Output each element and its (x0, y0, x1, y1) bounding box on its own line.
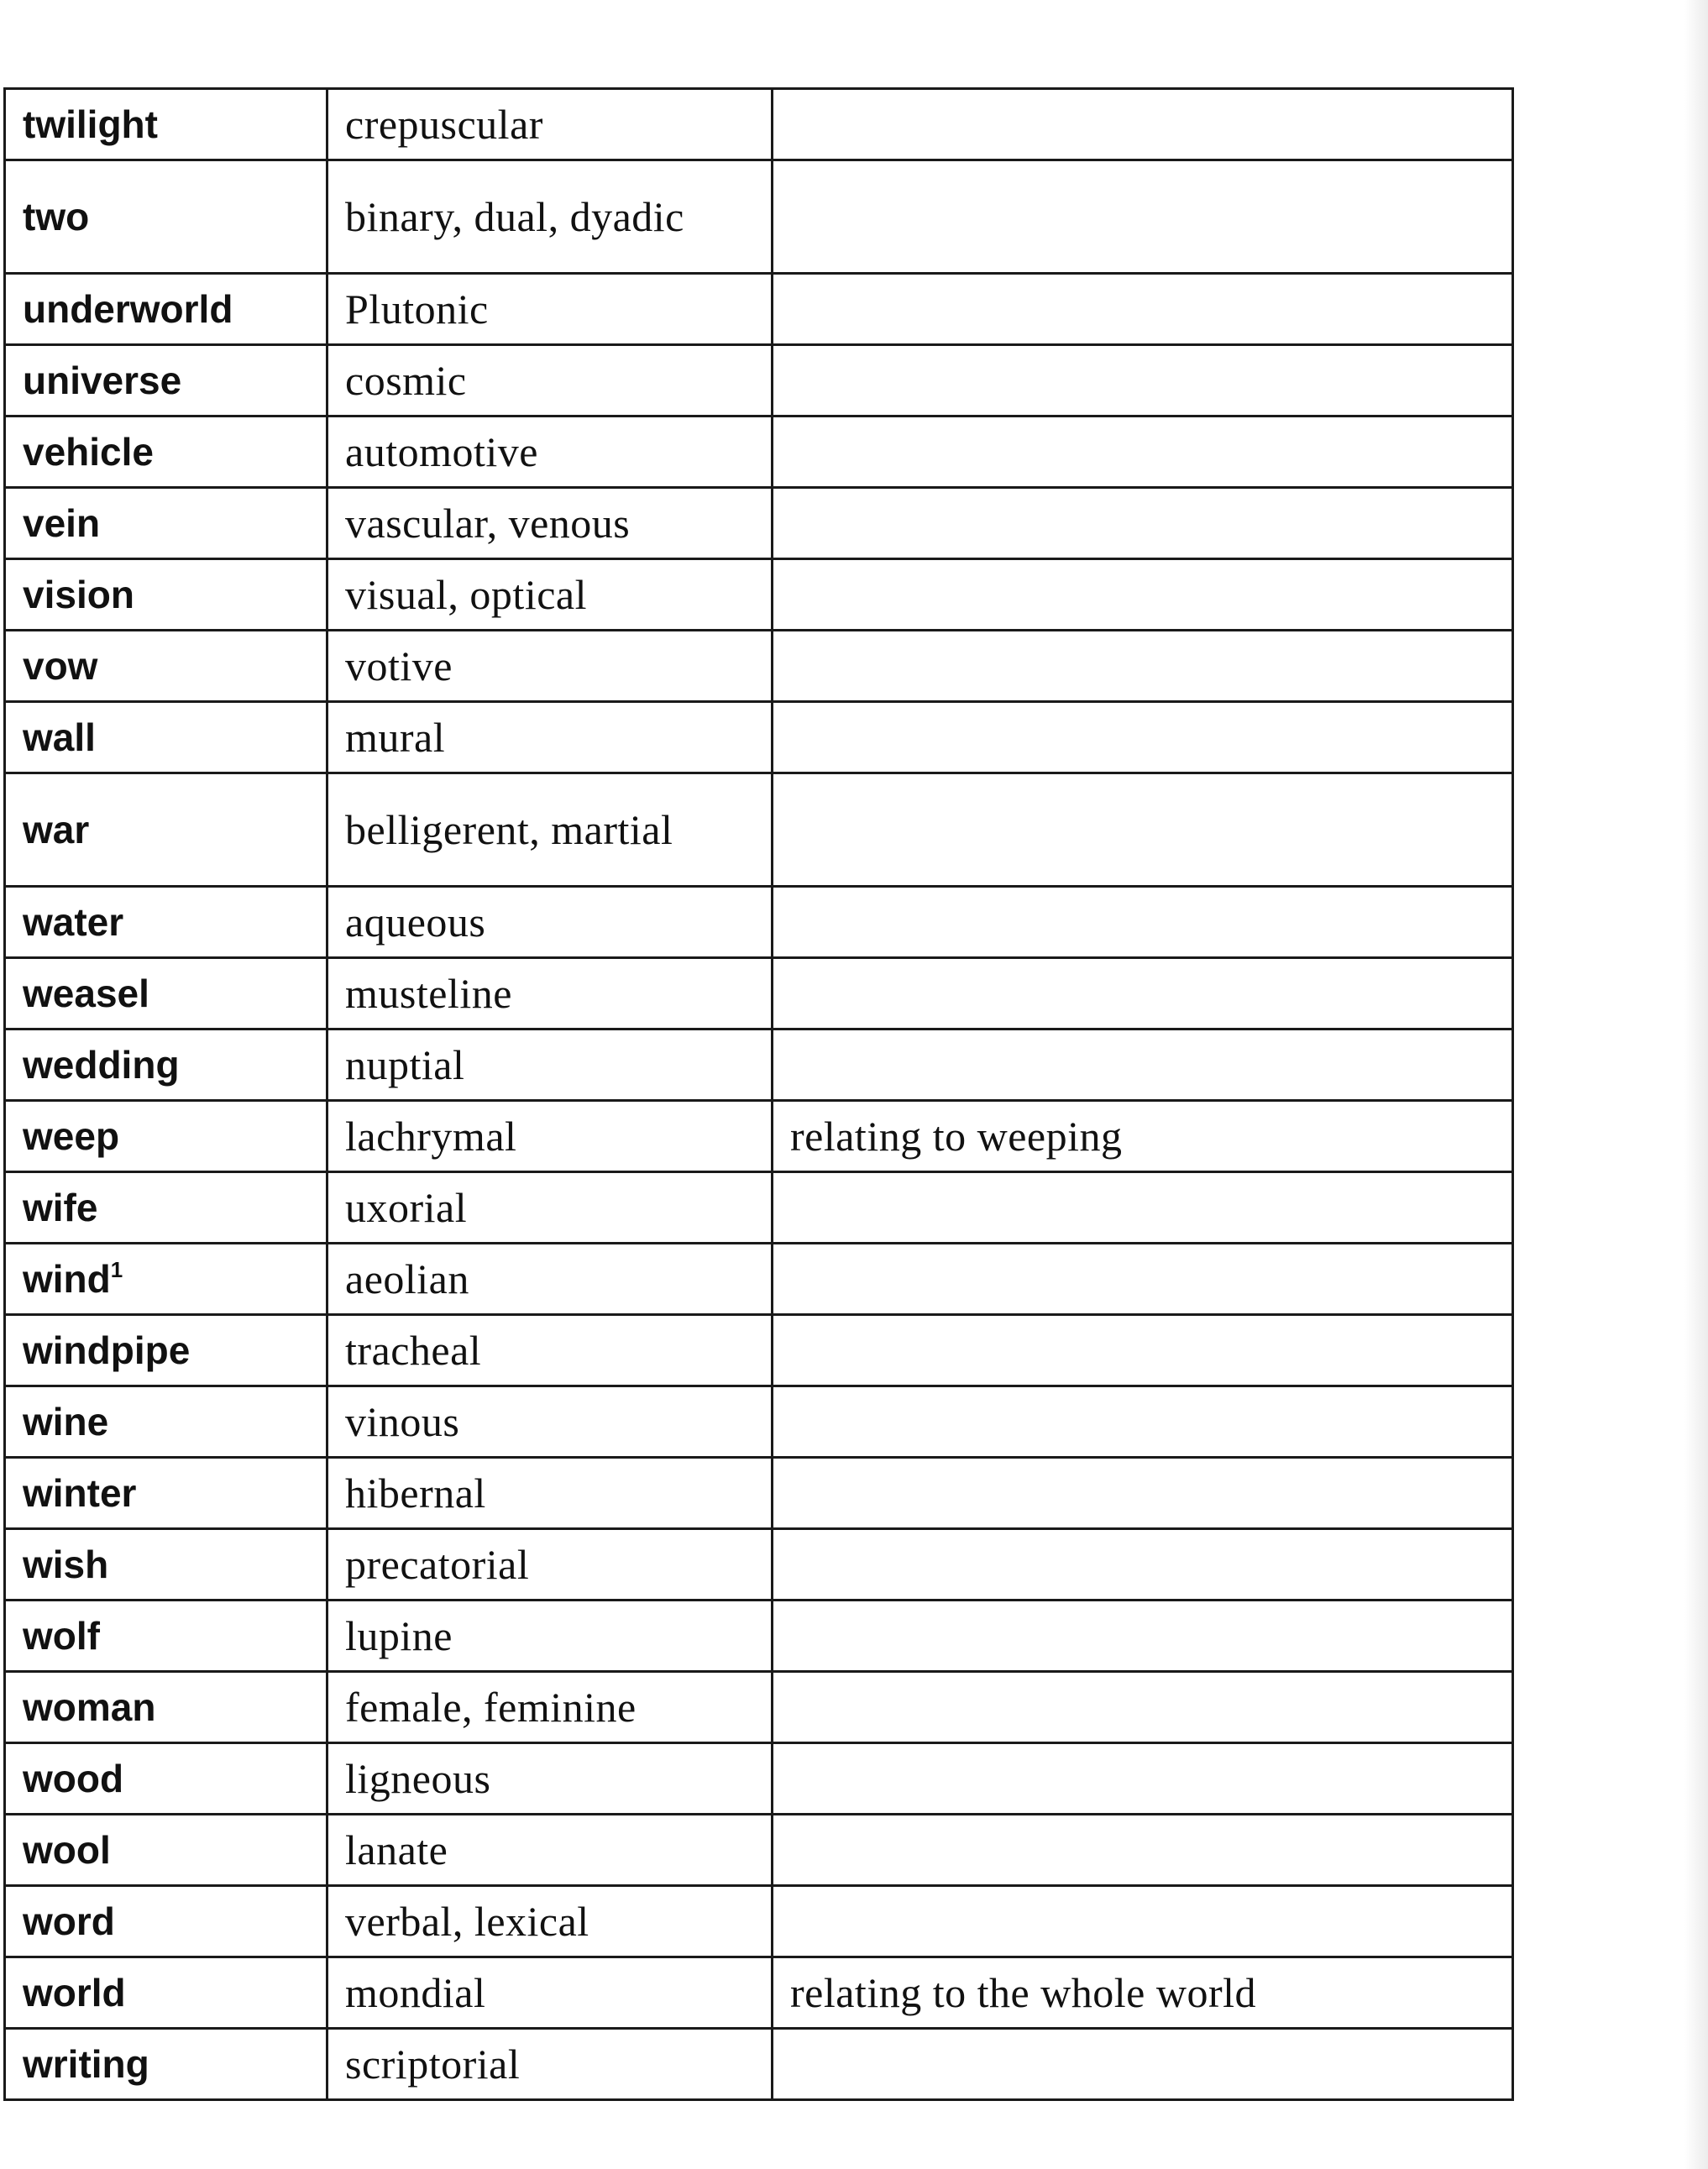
table-row (5, 1743, 1513, 1815)
word-text: underworld (23, 287, 233, 331)
table-row (5, 1386, 1513, 1458)
word-cell (5, 1886, 327, 1957)
word-text: vision (23, 573, 134, 616)
word-cell (5, 1815, 327, 1886)
word-cell (5, 345, 327, 417)
word-cell (5, 1101, 327, 1172)
word-text: wood (23, 1757, 124, 1800)
word-cell (5, 1957, 327, 2029)
adjective-table (3, 87, 1514, 2101)
note-cell (773, 2029, 1513, 2100)
table-row (5, 559, 1513, 631)
table-row (5, 160, 1513, 274)
word-text: windpipe (23, 1328, 191, 1372)
table-row (5, 488, 1513, 559)
note-cell (773, 702, 1513, 773)
adjective-cell: binary, dual, dyadic (327, 160, 773, 274)
note-cell (773, 274, 1513, 345)
adjective-cell: scriptorial (327, 2029, 773, 2100)
word-text: winter (23, 1471, 137, 1515)
adjective-cell: verbal, lexical (327, 1886, 773, 1957)
adjective-cell: cosmic (327, 345, 773, 417)
adjective-cell: lupine (327, 1601, 773, 1672)
word-text: twilight (23, 102, 158, 146)
adjective-cell: lanate (327, 1815, 773, 1886)
word-text: water (23, 900, 124, 944)
note-cell (773, 1815, 1513, 1886)
word-cell (5, 1244, 327, 1315)
word-cell (5, 958, 327, 1029)
adjective-cell: crepuscular (327, 89, 773, 160)
word-cell (5, 274, 327, 345)
table-row (5, 631, 1513, 702)
word-cell (5, 1315, 327, 1386)
word-text: war (23, 808, 90, 851)
word-cell (5, 1529, 327, 1601)
note-cell (773, 958, 1513, 1029)
adjective-cell: aeolian (327, 1244, 773, 1315)
note-cell (773, 345, 1513, 417)
table-row (5, 1315, 1513, 1386)
table-row (5, 773, 1513, 887)
adjective-cell: vascular, venous (327, 488, 773, 559)
table-row (5, 1672, 1513, 1743)
adjective-cell: visual, optical (327, 559, 773, 631)
note-cell (773, 1029, 1513, 1101)
word-cell (5, 1743, 327, 1815)
note-cell (773, 1315, 1513, 1386)
adjective-cell: lachrymal (327, 1101, 773, 1172)
adjective-cell: musteline (327, 958, 773, 1029)
adjective-cell: precatorial (327, 1529, 773, 1601)
adjective-cell: hibernal (327, 1458, 773, 1529)
adjective-cell: tracheal (327, 1315, 773, 1386)
note-cell (773, 1601, 1513, 1672)
word-cell (5, 559, 327, 631)
note-cell: relating to the whole world (773, 1957, 1513, 2029)
note-cell (773, 1886, 1513, 1957)
word-text: wine (23, 1400, 109, 1443)
adjective-table-body (5, 89, 1513, 2100)
table-row (5, 1957, 1513, 2029)
word-text: wife (23, 1186, 98, 1229)
word-cell (5, 488, 327, 559)
adjective-cell: uxorial (327, 1172, 773, 1244)
note-cell (773, 559, 1513, 631)
word-text: weasel (23, 972, 149, 1015)
table-row (5, 887, 1513, 958)
word-cell (5, 1672, 327, 1743)
table-row (5, 1886, 1513, 1957)
word-text: vow (23, 644, 98, 688)
adjective-cell: nuptial (327, 1029, 773, 1101)
adjective-cell: belligerent, martial (327, 773, 773, 887)
word-text: world (23, 1971, 126, 2014)
table-row (5, 1815, 1513, 1886)
table-row (5, 1029, 1513, 1101)
note-cell (773, 1458, 1513, 1529)
word-superscript: 1 (110, 1256, 123, 1282)
word-cell (5, 1601, 327, 1672)
note-cell: relating to weeping (773, 1101, 1513, 1172)
note-cell (773, 1672, 1513, 1743)
note-cell (773, 1172, 1513, 1244)
note-cell (773, 773, 1513, 887)
word-cell (5, 887, 327, 958)
table-row (5, 1172, 1513, 1244)
adjective-cell: vinous (327, 1386, 773, 1458)
word-cell (5, 417, 327, 488)
table-row (5, 1101, 1513, 1172)
note-cell (773, 89, 1513, 160)
table-row (5, 1529, 1513, 1601)
adjective-cell: Plutonic (327, 274, 773, 345)
word-cell (5, 1386, 327, 1458)
note-cell (773, 488, 1513, 559)
word-cell (5, 1029, 327, 1101)
table-row (5, 345, 1513, 417)
note-cell (773, 1529, 1513, 1601)
table-row (5, 89, 1513, 160)
table-row (5, 1244, 1513, 1315)
adjective-cell: aqueous (327, 887, 773, 958)
adjective-cell: female, feminine (327, 1672, 773, 1743)
table-row (5, 1601, 1513, 1672)
word-cell (5, 631, 327, 702)
word-text: wool (23, 1828, 111, 1872)
note-cell (773, 1743, 1513, 1815)
word-text: wolf (23, 1614, 100, 1658)
word-text: vein (23, 501, 101, 545)
note-cell (773, 631, 1513, 702)
adjective-cell: mural (327, 702, 773, 773)
word-text: wall (23, 715, 96, 759)
table-row (5, 417, 1513, 488)
word-cell (5, 160, 327, 274)
page-edge-shadow (1684, 0, 1708, 2169)
table-row (5, 958, 1513, 1029)
word-text: wedding (23, 1043, 180, 1087)
table-row (5, 702, 1513, 773)
word-text: word (23, 1899, 115, 1943)
adjective-cell: ligneous (327, 1743, 773, 1815)
note-cell (773, 1244, 1513, 1315)
word-text: wind (23, 1257, 111, 1301)
word-cell (5, 1458, 327, 1529)
word-text: woman (23, 1685, 156, 1729)
word-text: weep (23, 1114, 120, 1158)
word-text: two (23, 195, 90, 238)
word-text: wish (23, 1543, 109, 1586)
word-cell (5, 1172, 327, 1244)
adjective-cell: votive (327, 631, 773, 702)
word-cell (5, 2029, 327, 2100)
table-row (5, 2029, 1513, 2100)
adjective-cell: automotive (327, 417, 773, 488)
table-row (5, 1458, 1513, 1529)
note-cell (773, 160, 1513, 274)
note-cell (773, 417, 1513, 488)
table-row (5, 274, 1513, 345)
word-cell (5, 702, 327, 773)
word-text: vehicle (23, 430, 154, 474)
word-cell (5, 773, 327, 887)
note-cell (773, 887, 1513, 958)
adjective-cell: mondial (327, 1957, 773, 2029)
word-cell (5, 89, 327, 160)
word-text: universe (23, 359, 182, 402)
word-text: writing (23, 2042, 149, 2086)
note-cell (773, 1386, 1513, 1458)
